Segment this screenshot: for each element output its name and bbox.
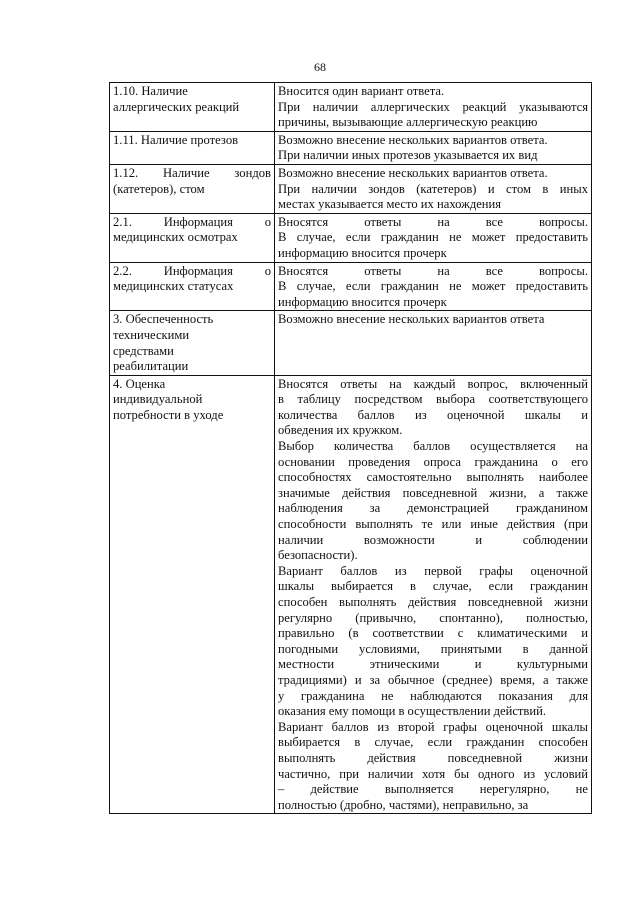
row-label-line: техническими (113, 327, 190, 342)
row-label-line: 4. Оценка (113, 376, 166, 391)
row-description-line: – действие выполняется нерегулярно, не (278, 782, 588, 797)
row-label-cell (110, 262, 275, 311)
row-description-line: оказания ему помощи в осуществлении действий. (278, 704, 546, 719)
row-description-line: местах указывается место их нахождения (278, 197, 502, 212)
row-description-line: безопасности). (278, 548, 358, 563)
table-row (110, 375, 592, 814)
row-label-line: аллергических реакций (113, 99, 240, 114)
row-label-line: медицинских осмотрах (113, 230, 238, 245)
row-description-line: При наличии иных протезов указывается их вид (278, 148, 538, 163)
row-label-line: потребности в уходе (113, 407, 224, 422)
row-description-line: Вносится один вариант ответа. (278, 84, 445, 98)
table-row (110, 262, 592, 311)
row-description-line: информацию вносится прочерк (278, 294, 447, 309)
row-description-line: наблюдения за демонстрацией гражданином (278, 501, 588, 516)
row-description-line: Вариант баллов из первой графы оценочной (278, 563, 588, 578)
row-description-line: местности этническими и культурными (278, 657, 588, 672)
row-label-cell (110, 83, 275, 132)
row-label-line: 1.12. Наличие зондов (113, 165, 271, 180)
row-description-line: регулярно (привычно, спонтанно), полностью, (278, 610, 588, 625)
row-description-cell (275, 164, 592, 213)
row-description-cell (275, 262, 592, 311)
row-description-line: количества баллов из оценочной шкалы и (278, 407, 588, 422)
row-label-line: средствами (113, 343, 174, 358)
document-table (109, 82, 592, 814)
page-number: 68 (314, 60, 326, 74)
row-description-line: Возможно внесение нескольких вариантов ответа (278, 312, 545, 327)
row-description-line: в таблицу посредством выбора соответствующего (278, 392, 588, 407)
row-description-line: основании проведения опроса гражданина о его (278, 454, 588, 469)
row-description-line: традициями) и за обычное (среднее) время, а также (278, 672, 588, 687)
table-row (110, 131, 592, 164)
row-description-line: информацию вносится прочерк (278, 245, 447, 260)
row-label-line: 1.10. Наличие (113, 84, 188, 98)
row-description-cell (275, 311, 592, 375)
row-label-cell (110, 213, 275, 262)
row-description-cell (275, 375, 592, 814)
row-description-line: наличии возможности и соблюдении (278, 532, 588, 547)
table-row (110, 83, 592, 132)
row-description-line: Возможно внесение нескольких вариантов ответа. (278, 165, 548, 180)
row-label-line: (катетеров), стом (113, 181, 205, 196)
row-description-line: обведения их кружком. (278, 423, 403, 438)
row-description-line: Вносятся ответы на все вопросы. (278, 214, 588, 229)
row-description-line: Возможно внесение нескольких вариантов ответа. (278, 132, 548, 147)
row-label-cell (110, 164, 275, 213)
row-description-line: способности выполнять те или иные действия (при (278, 517, 588, 532)
row-description-line: у гражданина не наблюдаются показания для (278, 688, 588, 703)
row-description-line: причины, вызывающие аллергическую реакцию (278, 115, 538, 130)
row-description-line: полностью (дробно, частями), неправильно, за (278, 797, 529, 812)
row-description-line: При наличии аллергических реакций указываются (278, 99, 588, 114)
row-description-line: способностях самостоятельно выполнять наиболее (278, 470, 588, 485)
row-description-line: Вносятся ответы на каждый вопрос, включенный (278, 376, 588, 391)
row-description-line: способен выполнять действия повседневной жизни (278, 595, 588, 609)
row-description-cell (275, 131, 592, 164)
row-description-line: В случае, если гражданин не может предоставить (278, 230, 588, 245)
row-description-line: Выбор количества баллов осуществляется на (278, 439, 588, 454)
row-description-line: В случае, если гражданин не может предоставить (278, 279, 588, 294)
row-description-line: шкалы выбирается в случае, если гражданин (278, 579, 588, 594)
row-label-cell (110, 131, 275, 164)
row-description-line: погодными условиями, принятыми в данной (278, 641, 588, 656)
row-label-line: 3. Обеспеченность (113, 312, 214, 327)
table-row (110, 311, 592, 375)
row-description-line: правильно (в соответствии с климатическими и (278, 626, 588, 641)
row-label-line: 2.1. Информация о (113, 214, 271, 229)
row-description-line: При наличии зондов (катетеров) и стом в иных (278, 181, 588, 196)
row-description-line: Вариант баллов из второй графы оценочной шкалы (278, 719, 588, 734)
row-description-line: выполнять действия повседневной жизни (278, 750, 588, 765)
row-description-line: значимые действия повседневной жизни, а также (278, 485, 588, 500)
row-description-cell (275, 213, 592, 262)
row-label-line: индивидуальной (113, 392, 203, 407)
row-description-line: Вносятся ответы на все вопросы. (278, 263, 588, 278)
row-label-line: 1.11. Наличие протезов (113, 132, 239, 147)
row-label-line: медицинских статусах (113, 279, 234, 294)
row-label-cell (110, 375, 275, 814)
row-description-line: выбирается в случае, если гражданин способен (278, 735, 588, 750)
row-description-line: частично, при наличии хотя бы одного из условий (278, 766, 588, 781)
row-label-line: 2.2. Информация о (113, 263, 271, 278)
table-row (110, 164, 592, 213)
row-label-line: реабилитации (113, 359, 189, 374)
row-label-cell (110, 311, 275, 375)
row-description-cell (275, 83, 592, 132)
table-row (110, 213, 592, 262)
